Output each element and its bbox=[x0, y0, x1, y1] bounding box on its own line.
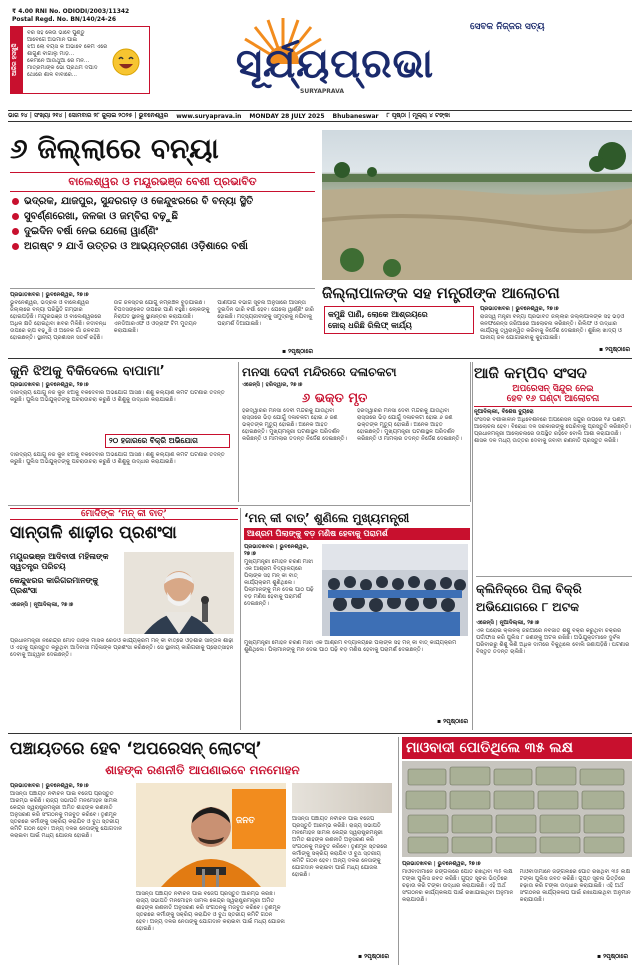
lead-bullet bbox=[12, 209, 317, 224]
maoist-more[interactable]: ▪ ୨ପୃଷ୍ଠାରେ bbox=[597, 953, 628, 960]
cm-headline: ‘ମନ୍ କୀ ବାତ୍’ ଶୁଣିଲେ ମୁଖ୍ୟମନ୍ତ୍ରୀ bbox=[244, 511, 410, 525]
callout-line: ଜୋର୍ ଧରିଛି ରିଲିଫ୍ କାର୍ଯ୍ୟ bbox=[328, 321, 412, 330]
modi-story bbox=[10, 508, 238, 730]
edition-city: Bhubaneswar bbox=[332, 112, 379, 120]
flood-photo bbox=[322, 130, 632, 280]
bullet-dot-icon bbox=[12, 228, 19, 235]
maoist-body-col: ମାଓବାଦୀମାନେ ଜଙ୍ଗଲରେ ପୋତି ରଖିଥିବା ୩୫ ଲକ୍ଷ ଟଙ୍କା ପୁଲିସ ଜବତ କରିଛି। ଗୁପ୍ତ ସୂଚନା ଭିତ୍ତିରେ ଚଢ଼ାଉ କରି ଟଙ୍କା ଉଦ୍ଧାର କରାଯାଇଛି। ଏହି ଅର୍ଥ ସଂଗଠନର କାର୍ଯ୍ୟକଳାପ ପାଇଁ ରଖାଯାଇଥିବା ଅନୁମାନ କରାଯାଉଛି। bbox=[519, 869, 631, 903]
lead-body-col: ଭୁବନେଶ୍ୱର, ଭଦ୍ରକ ଓ ବାଲେଶ୍ୱର ଜିଲ୍ଲାରେ ବନ୍ୟା ପରିସ୍ଥିତି ଗମ୍ଭୀର ହୋଇପଡ଼ିଛି। ମୟୂରଭଞ୍ଜ ଓ ବାଲେଶ୍ୱରରେ ଅଧିକ କ୍ଷତି ହୋଇଥିବା ଖବର ମିଳିଛି। ନଦୀବନ୍ଧ ଉପରେ ଚାପ ବଢ଼ୁଛି ଓ ଅନେକ ଗାଁ ଜଳବନ୍ଦୀ ହୋଇଛନ୍ତି। ସ୍ଥାନୀୟ ପ୍ରଶାସନ ସତର୍କ ରହିଛି। bbox=[10, 300, 107, 341]
lead-bullet-text: ଅଗଷ୍ଟ ୨ ଯାଏଁ ଉତ୍ତର ଓ ଆଭ୍ୟନ୍ତରୀଣ ଓଡ଼ିଶାରେ ବର୍ଷା bbox=[24, 241, 248, 252]
daughter-dateline: ପ୍ରଭାତଖବର | ଭୁବନେଶ୍ୱର, ୨୭।୭ bbox=[10, 382, 89, 388]
panchayat-col3 bbox=[292, 783, 392, 964]
lead-bullet bbox=[12, 194, 317, 209]
lead-bullet bbox=[12, 224, 317, 239]
parliament-headline: ଆଜି କମ୍ପିବ ସଂସଦ bbox=[474, 364, 587, 382]
lead-body bbox=[10, 292, 315, 354]
lead-bullets bbox=[12, 194, 317, 254]
svg-text:ଜନତ: ଜନତ bbox=[236, 816, 255, 826]
modi-subheads bbox=[10, 552, 120, 610]
maoist-body-col: ମାଓବାଦୀମାନେ ଜଙ୍ଗଲରେ ପୋତି ରଖିଥିବା ୩୫ ଲକ୍ଷ ଟଙ୍କା ପୁଲିସ ଜବତ କରିଛି। ଗୁପ୍ତ ସୂଚନା ଭିତ୍ତିରେ ଚଢ଼ାଉ କରି ଟଙ୍କା ଉଦ୍ଧାର କରାଯାଇଛି। ଏହି ଅର୍ଥ ସଂଗଠନର କାର୍ଯ୍ୟକଳାପ ପାଇଁ ରଖାଯାଇଥିବା ଅନୁମାନ କରାଯାଉଛି। bbox=[402, 869, 514, 903]
callout-line: କମୁଛି ପାଣି, ଲୋକେ ଆଶ୍ରୟରେ bbox=[328, 310, 428, 319]
laughing-emoji-icon bbox=[111, 47, 141, 77]
modi-kicker: ମୋଦିଙ୍କ ‘ମନ୍ କୀ ବାତ୍’ bbox=[10, 508, 238, 520]
cm-dateline: ପ୍ରଭାତଖବର | ଭୁବନେଶ୍ୱର, ୨୭।୭ bbox=[244, 544, 309, 557]
parliament-story bbox=[474, 362, 632, 577]
joke-line: ଶାଗୁଣି ବାଗାଲୁ ମାଡ଼ି... bbox=[27, 51, 75, 57]
lead-body-col: ପାଣିପାଗ ବିଭାଗ ସୂଚନା ଅନୁସାରେ ଆସନ୍ତା ଦୁଇଦିନ ଭାରି ବର୍ଷା ହେବ। ଯେଲୋ ୱାର୍ଣ୍ଣିଂ ଜାରି ହୋଇଛି। ମତ୍ସ୍ୟଜୀବୀଙ୍କୁ ସମୁଦ୍ରକୁ ନଯିବାକୁ ପରାମର୍ଶ ଦିଆଯାଇଛି। bbox=[217, 300, 314, 327]
logo-text: ସୂର୍ଯ୍ୟପ୍ରଭା bbox=[235, 40, 435, 87]
cm-body: ମୁଖ୍ୟମନ୍ତ୍ରୀ ମୋହନ ଚରଣ ମାଝୀ ଏକ ଆଶ୍ରମ ବିଦ୍ୟାଳୟରେ ପିଲାଙ୍କ ସହ ମନ୍ କୀ ବାତ୍ କାର୍ଯ୍ୟକ୍ରମ ଶୁଣିଥିଲେ। ପିଲାମାନଙ୍କୁ ମନ ଦେଇ ପାଠ ପଢ଼ି ବଡ଼ ମଣିଷ ହେବାକୁ ପରାମର୍ଶ ଦେଇଛନ୍ତି। bbox=[244, 559, 314, 607]
edition-date: MONDAY 28 JULY 2025 bbox=[249, 112, 325, 120]
meeting-story bbox=[322, 282, 632, 354]
panchayat-dateline: ପ୍ରଭାତଖବର | ଭୁବନେଶ୍ୱର, ୨୭।୭ bbox=[10, 783, 89, 789]
daughter-story bbox=[10, 362, 235, 502]
modi-dateline: ଏଜେନ୍ସି | ନୂଆଦିଲ୍ଲୀ, ୨୭।୭ bbox=[10, 602, 74, 608]
panchayat-story bbox=[10, 737, 395, 965]
maoist-story bbox=[402, 737, 632, 965]
modi-subhead: ମୟୂରଭଞ୍ଜ ଆଦିବାସୀ ମହିଳାଙ୍କ ସ୍ୱତନ୍ତ୍ର ପରିଚୟ bbox=[10, 552, 109, 571]
website-link[interactable]: www.suryaprava.in bbox=[176, 112, 242, 120]
joke-lines bbox=[27, 30, 117, 79]
panchayat-insert-photo bbox=[292, 783, 392, 813]
panchayat-more[interactable]: ▪ ୨ପୃଷ୍ଠାରେ bbox=[358, 953, 389, 960]
joke-line: ବର ସହ କେଉଁ ଭାବେ ପୁଣ୍ଡୁ bbox=[27, 30, 85, 36]
temple-headline: ମନସା ଦେବୀ ମନ୍ଦିରରେ ଦଳାଚକଟା bbox=[242, 365, 397, 379]
masthead bbox=[0, 0, 640, 108]
clinic-body: ଏକ ଘରୋଇ କ୍ଲିନିକ୍ ଜରିଆରେ ନବଜାତ ଶିଶୁ ବିକ୍ରି କରୁଥିବା ଚକ୍ରର ପର୍ଦ୍ଦାଫାସ କରି ପୁଲିସ ୮ ଜଣଙ୍କୁ ଅଟକ ରଖିଛି। ଅଭିଯୁକ୍ତମାନେ ଦୁର୍ବଳ ପରିବାରରୁ ଶିଶୁ କିଣି ଅଧିକ ଦାମରେ ବିକୁଥିଲେ ବୋଲି ଜଣାପଡ଼ିଛି। ଘଟଣାର ବିସ୍ତୃତ ତଦନ୍ତ ଚାଲିଛି। bbox=[476, 628, 630, 655]
joke-line: କେମନେ ଆଉଥୁଆ ରେ ମନ... bbox=[27, 58, 90, 64]
bullet-dot-icon bbox=[12, 213, 19, 220]
clinic-dateline: ଏଜେନ୍ସି | ନୂଆଦିଲ୍ଲୀ, ୨୭।୭ bbox=[476, 620, 540, 626]
maoist-text bbox=[402, 861, 632, 957]
temple-callout: ୬ ଭକ୍ତ ମୃତ bbox=[302, 391, 368, 406]
temple-story bbox=[242, 362, 467, 502]
temple-body-col: ହରିଦ୍ୱାରର ମନସା ଦେବୀ ମନ୍ଦିରକୁ ଯାଉଥିବା ରାସ୍ତାରେ ଭିଡ଼ ଯୋଗୁଁ ଦଳାଚକଟା ହୋଇ ୬ ଜଣ ଭକ୍ତଙ୍କ ମୃତ୍ୟୁ ହୋଇଛି। ଅନେକ ଆହତ ହୋଇଛନ୍ତି। ମୁଖ୍ୟମନ୍ତ୍ରୀ ଘଟଣାସ୍ଥଳ ପରିଦର୍ଶନ କରିଛନ୍ତି ଓ ମାମଲାର ତଦନ୍ତ ନିର୍ଦ୍ଦେଶ ଦେଇଛନ୍ତି। bbox=[357, 408, 462, 442]
postal-line: Postal Regd. No. BN/140/24-26 bbox=[12, 16, 117, 23]
lead-bullet-text: ଭଦ୍ରକ, ଯାଜପୁର, ସୁନ୍ଦରଗଡ଼ ଓ କେନ୍ଦୁଝରରେ ବି ବନ୍ୟା ସ୍ଥିତି bbox=[24, 196, 254, 207]
modi-body: ପ୍ରଧାନମନ୍ତ୍ରୀ ନରେନ୍ଦ୍ର ମୋଦି ତାଙ୍କ ମାସିକ ରେଡିଓ କାର୍ଯ୍ୟକ୍ରମ ମନ୍ କୀ ବାତ୍‌ରେ ଓଡ଼ିଶାର ସାନ୍ତାଳି ଶାଢ଼ୀ ଓ ଏହାକୁ ପ୍ରସ୍ତୁତ କରୁଥିବା ଆଦିବାସୀ ମହିଳାଙ୍କ ପ୍ରଶଂସା କରିଛନ୍ତି। ସେ ସ୍ଥାନୀୟ କାରିଗରୀକୁ ପ୍ରୋତ୍ସାହନ ଦେବାକୁ ଆହ୍ୱାନ ଦେଇଛନ୍ତି। bbox=[10, 638, 234, 658]
maoist-headline: ମାଓବାଦୀ ପୋତିଥିଲେ ୩୫ ଲକ୍ଷ bbox=[402, 737, 632, 759]
panchayat-body-mid: ଆସନ୍ତା ପଞ୍ଚାୟତ ନିର୍ବାଚନ ପାଇଁ ବିଜେପି ପ୍ରସ୍ତୁତି ଆରମ୍ଭ କରିଛି। ରାଜ୍ୟ ସଭାପତି ମନମୋହନ ସାମଲ କେନ୍ଦ୍ର ସ୍ୱରାଷ୍ଟ୍ରମନ୍ତ୍ରୀ ଅମିତ ଶାହଙ୍କ ରଣନୀତି ଅନୁସରଣ କରି ସଂଗଠନକୁ ମଜବୁତ କରିବେ। ତୃଣମୂଳ ସ୍ତରରେ କର୍ମୀଙ୍କୁ ସକ୍ରିୟ କରାଯିବ ଓ ବୁଥ ସ୍ତରୀୟ କମିଟି ଗଠନ ହେବ। ଅନ୍ୟ ଦଳର ନେତାଙ୍କୁ ଯୋଗଦାନ କରାଇବା ପାଇଁ ମଧ୍ୟ ଯୋଜନା ହୋଇଛି। bbox=[136, 891, 285, 932]
cm-more[interactable]: ▪ ୨ପୃଷ୍ଠାରେ bbox=[437, 718, 468, 725]
lead-bullet-text: ଦୁଇଦିନ ବର୍ଷା ନେଇ ଯେଲୋ ୱାର୍ଣ୍ଣିଂ bbox=[24, 226, 159, 237]
bullet-dot-icon bbox=[12, 243, 19, 250]
lead-headline: ୬ ଜିଲ୍ଲାରେ ବନ୍ୟା bbox=[10, 132, 219, 165]
cash-photo bbox=[402, 761, 632, 857]
parliament-body: ସଂସଦର ବର୍ଷାକାଳୀନ ଅଧିବେଶନରେ ଅପରେସନ ସିନ୍ଦୁର ଉପରେ ୧୬ ଘଣ୍ଟା ଆଲୋଚନା ହେବ। ବିରୋଧୀ ଦଳ ସରକାରଙ୍କୁ ଘେରିବାକୁ ପ୍ରସ୍ତୁତି କରିଛନ୍ତି। ପ୍ରଧାନମନ୍ତ୍ରୀ ଆଲୋଚନାରେ ଉପସ୍ଥିତ ରହିବେ ବୋଲି ଆଶା କରାଯାଉଛି। ଶାସକ ଦଳ ମଧ୍ୟ ଉତ୍ତର ଦେବାକୁ ଜବାବୀ ରଣନୀତି ପ୍ରସ୍ତୁତ କରିଛି। bbox=[474, 417, 632, 444]
panchayat-col1 bbox=[10, 783, 130, 961]
temple-dateline: ଏଜେନ୍ସି | ହରିଦ୍ୱାର, ୨୭।୭ bbox=[242, 382, 303, 388]
clinic-story bbox=[476, 580, 632, 730]
samal-photo bbox=[136, 783, 286, 887]
cm-body-cont: ମୁଖ୍ୟମନ୍ତ୍ରୀ ମୋହନ ଚରଣ ମାଝୀ ଏକ ଆଶ୍ରମ ବିଦ୍ୟାଳୟରେ ପିଲାଙ୍କ ସହ ମନ୍ କୀ ବାତ୍ କାର୍ଯ୍ୟକ୍ରମ ଶୁଣିଥିଲେ। ପିଲାମାନଙ୍କୁ ମନ ଦେଇ ପାଠ ପଢ଼ି ବଡ଼ ମଣିଷ ହେବାକୁ ପରାମର୍ଶ ଦେଇଛନ୍ତି। bbox=[244, 640, 457, 653]
cm-story bbox=[244, 508, 470, 730]
joke-line: ଝିଅ ଲୋ ବୟସ କି ଅଭାବେ କେମ ଏରେ bbox=[27, 44, 108, 50]
page-count: ୮ ପୃଷ୍ଠା | ମୂଲ୍ୟ ୪ ଟଙ୍କା bbox=[386, 112, 450, 119]
lead-subhead: ବାଲେଶ୍ୱର ଓ ମୟୂରଭଞ୍ଜ ବେଶୀ ପ୍ରଭାବିତ bbox=[10, 172, 315, 192]
daughter-body: ଦାରିଦ୍ର୍ୟ ଯୋଗୁଁ ନିଜ କୁନି ଝିଅକୁ ବିକିଦେବାର ଅଭିଯୋଗ ଆସିଛି। ଶିଶୁ କଲ୍ୟାଣ କମିଟି ଘଟଣାର ତଦନ୍ତ କରୁଛି। ପୁଲିସ ଅଭିଯୁକ୍ତଙ୍କୁ ପଚରାଉଚରା କରୁଛି ଓ ଶିଶୁକୁ ଉଦ୍ଧାର କରାଯାଇଛି। bbox=[10, 390, 225, 403]
panchayat-body-right: ଆସନ୍ତା ପଞ୍ଚାୟତ ନିର୍ବାଚନ ପାଇଁ ବିଜେପି ପ୍ରସ୍ତୁତି ଆରମ୍ଭ କରିଛି। ରାଜ୍ୟ ସଭାପତି ମନମୋହନ ସାମଲ କେନ୍ଦ୍ର ସ୍ୱରାଷ୍ଟ୍ରମନ୍ତ୍ରୀ ଅମିତ ଶାହଙ୍କ ରଣନୀତି ଅନୁସରଣ କରି ସଂଗଠନକୁ ମଜବୁତ କରିବେ। ତୃଣମୂଳ ସ୍ତରରେ କର୍ମୀଙ୍କୁ ସକ୍ରିୟ କରାଯିବ ଓ ବୁଥ ସ୍ତରୀୟ କମିଟି ଗଠନ ହେବ। ଅନ୍ୟ ଦଳର ନେତାଙ୍କୁ ଯୋଗଦାନ କରାଇବା ପାଇଁ ମଧ୍ୟ ଯୋଜନା ହୋଇଛି। bbox=[292, 816, 388, 878]
lead-bullet bbox=[12, 239, 317, 254]
daughter-callout: ୨୦ ହଜାରରେ ବିକ୍ରି ଅଭିଯୋଗ bbox=[105, 434, 230, 448]
meeting-headline: ଜିଲ୍ଲାପାଳଙ୍କ ସହ ମନ୍ତ୍ରୀଙ୍କ ଆଲୋଚନା bbox=[322, 284, 560, 302]
meeting-text bbox=[480, 306, 630, 348]
parliament-subhead1: ଅପରେସନ୍ ସିନ୍ଦୁର ନେଇ bbox=[512, 384, 594, 394]
cm-subhead: ଆଶ୍ରମ ପିଲାଙ୍କୁ ବଡ଼ ମଣିଷ ହେବାକୁ ପରାମର୍ଶ bbox=[244, 528, 470, 540]
panchayat-subhead: ଶାହଙ୍କ ରଣନୀତି ଆପଣାଇବେ ମନମୋହନ bbox=[105, 763, 300, 777]
meeting-more[interactable]: ▪ ୨ପୃଷ୍ଠାରେ bbox=[599, 346, 630, 353]
joke-box bbox=[10, 26, 150, 94]
modi-headline: ସାନ୍ତାଳି ଶାଢ଼ୀର ପ୍ରଶଂସା bbox=[10, 523, 177, 543]
daughter-body-cont: ଦାରିଦ୍ର୍ୟ ଯୋଗୁଁ ନିଜ କୁନି ଝିଅକୁ ବିକିଦେବାର ଅଭିଯୋଗ ଆସିଛି। ଶିଶୁ କଲ୍ୟାଣ କମିଟି ଘଟଣାର ତଦନ୍ତ କରୁଛି। ପୁଲିସ ଅଭିଯୁକ୍ତଙ୍କୁ ପଚରାଉଚରା କରୁଛି ଓ ଶିଶୁକୁ ଉଦ୍ଧାର କରାଯାଇଛି। bbox=[10, 452, 225, 465]
joke-line: ଆବେଗେ ଅଭିମାନ ପାଇ bbox=[27, 37, 78, 43]
parliament-subhead2: ହେବ ୧୬ ଘଣ୍ଟା ଆଲୋଚନା bbox=[474, 394, 632, 407]
logo-sub: SURYAPRAVA bbox=[300, 88, 345, 95]
lead-bullet-text: ସୁବର୍ଣ୍ଣରେଖା, ଜଳକା ଓ ଜମ୍ବିରା ବଢ଼ୁଛି bbox=[24, 211, 178, 222]
modi-subhead2: କେନ୍ଦୁଝରର କାରିଗରମାନଙ୍କୁ ପ୍ରଶଂସା bbox=[10, 576, 99, 595]
joke-line: ମାତ୍ରିମାଙ୍କ ଭୋ ପ୍ରଥମ ଦିପାଦ bbox=[27, 65, 98, 71]
lead-more[interactable]: ▪ ୨ପୃଷ୍ଠାରେ bbox=[282, 348, 313, 355]
modi-photo bbox=[124, 552, 234, 634]
panchayat-body: ଆସନ୍ତା ପଞ୍ଚାୟତ ନିର୍ବାଚନ ପାଇଁ ବିଜେପି ପ୍ରସ୍ତୁତି ଆରମ୍ଭ କରିଛି। ରାଜ୍ୟ ସଭାପତି ମନମୋହନ ସାମଲ କେନ୍ଦ୍ର ସ୍ୱରାଷ୍ଟ୍ରମନ୍ତ୍ରୀ ଅମିତ ଶାହଙ୍କ ରଣନୀତି ଅନୁସରଣ କରି ସଂଗଠନକୁ ମଜବୁତ କରିବେ। ତୃଣମୂଳ ସ୍ତରରେ କର୍ମୀଙ୍କୁ ସକ୍ରିୟ କରାଯିବ ଓ ବୁଥ ସ୍ତରୀୟ କମିଟି ଗଠନ ହେବ। ଅନ୍ୟ ଦଳର ନେତାଙ୍କୁ ଯୋଗଦାନ କରାଇବା ପାଇଁ ମଧ୍ୟ ଯୋଜନା ହୋଇଛି। bbox=[10, 791, 122, 839]
tagline: ସେବକ ନିଜ୍ଜର ସତ୍ୟ bbox=[470, 22, 545, 32]
temple-body-col: ହରିଦ୍ୱାରର ମନସା ଦେବୀ ମନ୍ଦିରକୁ ଯାଉଥିବା ରାସ୍ତାରେ ଭିଡ଼ ଯୋଗୁଁ ଦଳାଚକଟା ହୋଇ ୬ ଜଣ ଭକ୍ତଙ୍କ ମୃତ୍ୟୁ ହୋଇଛି। ଅନେକ ଆହତ ହୋଇଛନ୍ତି। ମୁଖ୍ୟମନ୍ତ୍ରୀ ଘଟଣାସ୍ଥଳ ପରିଦର୍ଶନ କରିଛନ୍ତି ଓ ମାମଲାର ତଦନ୍ତ ନିର୍ଦ୍ଦେଶ ଦେଇଛନ୍ତି। bbox=[242, 408, 347, 442]
lead-story bbox=[10, 128, 315, 288]
info-bar bbox=[8, 110, 632, 122]
cm-text bbox=[244, 544, 318, 643]
meeting-callout bbox=[324, 306, 474, 334]
clinic-headline: କ୍ଲିନିକ୍‌ରେ ପିଲା ବିକ୍ରି ଅଭିଯୋଗରେ ୮ ଅଟକ bbox=[476, 582, 582, 614]
parliament-dateline: ନୂଆଦିଲ୍ଲୀ, ବିଶେଷ ବ୍ୟୁରୋ bbox=[474, 409, 534, 415]
joke-label: ଆଜିର ହସଖୁସି bbox=[11, 27, 23, 93]
maoist-dateline: ପ୍ରଭାତଖବର | ଭୁବନେଶ୍ୱର, ୨୭।୭ bbox=[402, 861, 481, 867]
issue-info: ଭାଗ ୨୪ | ସଂଖ୍ୟା ୨୧୪ | ସୋମବାର ୨୮ ଜୁଲାଇ ୨୦୨୫ | ଭୁବନେଶ୍ୱର bbox=[8, 112, 169, 119]
cm-photo bbox=[322, 544, 468, 636]
price-line: ₹ 4.00 RNI No. ODIODI/2003/11342 bbox=[12, 8, 130, 15]
panchayat-headline: ପଞ୍ଚାୟତରେ ହେବ ‘ଅପରେସନ୍ ଲୋଟସ୍’ bbox=[10, 739, 262, 759]
joke-line: ଥୋରେ ଶାଳି ବାବାରେ... bbox=[27, 72, 78, 78]
meeting-body: ରାଜସ୍ୱ ମନ୍ତ୍ରୀ ବନ୍ୟା ପ୍ରଭାବିତ ଜିଲ୍ଲାର ଜିଲ୍ଲାପାଳଙ୍କ ସହ ଭିଡ଼ିଓ କନଫରେନ୍ସ ଜରିଆରେ ଆଲୋଚନା କରିଛନ୍ତି। ରିଲିଫ ଓ ଉଦ୍ଧାର କାର୍ଯ୍ୟକୁ ତ୍ୱରାନ୍ୱିତ କରିବାକୁ ନିର୍ଦ୍ଦେଶ ଦେଇଛନ୍ତି। ଶୁଖିଲା ଖାଦ୍ୟ ଓ ପାନୀୟ ଜଳ ଯୋଗାଇବାକୁ କୁହାଯାଇଛି। bbox=[480, 314, 625, 341]
bullet-dot-icon bbox=[12, 198, 19, 205]
meeting-dateline: ପ୍ରଭାତଖବର | ଭୁବନେଶ୍ୱର, ୨୭।୭ bbox=[480, 306, 559, 312]
lead-body-col: ଉଚ୍ଚ ଜଳସ୍ତର ଯୋଗୁଁ ନିମ୍ନାଞ୍ଚଳ ବୁଡ଼ିଯାଇଛି। ବିପଦସଙ୍କେତ ଉପରେ ପାଣି ବହୁଛି। ଲୋକଙ୍କୁ ନିରାପଦ ସ୍ଥାନକୁ ସ୍ଥାନାନ୍ତର କରାଯାଉଛି। ଏନଡିଆରଏଫ ଓ ଓଡ୍ରାଫ ଟିମ ମୁତୟନ କରାଯାଇଛି। bbox=[113, 300, 210, 334]
lead-dateline: ପ୍ରଭାତଖବର | ଭୁବନେଶ୍ୱର, ୨୭।୭ bbox=[10, 292, 89, 298]
daughter-headline: କୁନି ଝିଅକୁ ବିକିଦେଲେ ବାପାମା’ bbox=[10, 364, 165, 379]
